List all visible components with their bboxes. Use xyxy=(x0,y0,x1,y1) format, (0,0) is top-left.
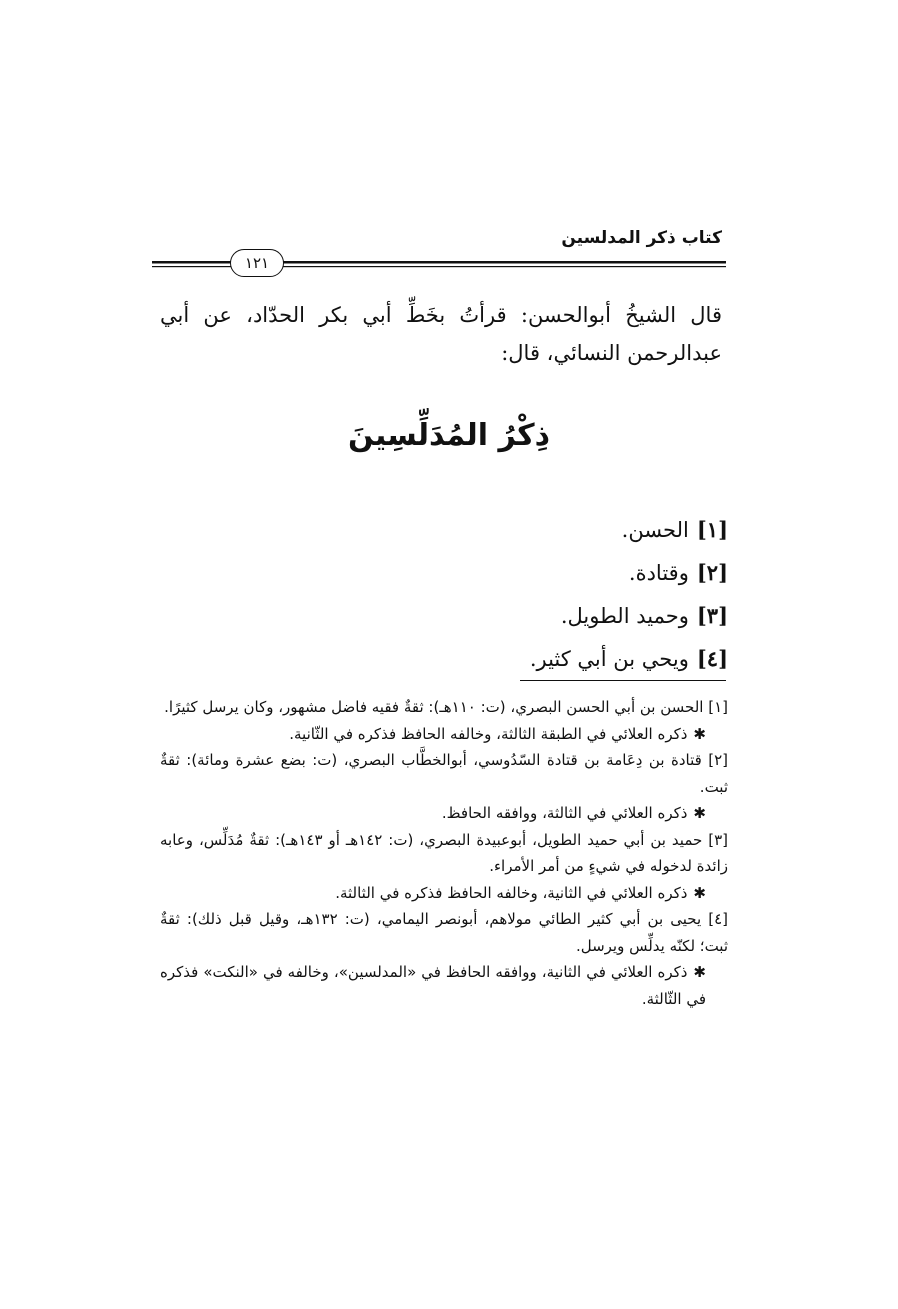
footnote-note-text: ذكره العلائي في الطبقة الثالثة، وخالفه الحافظ فذكره في الثّانية. xyxy=(289,724,688,743)
narrator-name: الحسن. xyxy=(621,518,689,542)
footnote-text: [٢] قتادة بن دِعَامة بن قتادة السّدُوسي، أبوالخطَّاب البصري، (ت: بضع عشرة ومائة): ثقةٌ ثبت. xyxy=(160,751,728,796)
footnote-text: [٣] حميد بن أبي حميد الطويل، أبوعبيدة البصري، (ت: ١٤٢هـ أو ١٤٣هـ): ثقةٌ مُدَلِّس، وعابه زائدة لدخوله في شيءٍ من أمر الأمراء. xyxy=(160,830,728,875)
narrator-name: ويحي بن أبي كثير. xyxy=(529,647,689,671)
narrator-name: وحميد الطويل. xyxy=(560,604,689,628)
asterisk-icon: ✱ xyxy=(693,804,706,822)
footnote-entry xyxy=(160,747,728,800)
footnote-entry xyxy=(160,694,728,721)
footnote-note xyxy=(160,880,728,907)
page-number: ١٢١ xyxy=(230,249,284,277)
footnote-note-text: ذكره العلائي في الثالثة، ووافقه الحافظ. xyxy=(441,804,688,822)
narrator-number: [٣] xyxy=(696,603,728,628)
footnote-entry xyxy=(160,906,728,959)
footnote-note-text: ذكره العلائي في الثانية، ووافقه الحافظ في «المدلسين»، وخالفه في «النكت» فذكره في الثّالثة. xyxy=(160,963,706,1008)
footnote-note-text: ذكره العلائي في الثانية، وخالفه الحافظ فذكره في الثالثة. xyxy=(335,883,688,902)
narrator-number: [٢] xyxy=(696,560,728,585)
footnote-note xyxy=(160,959,728,1012)
intro-paragraph: قال الشيخُ أبوالحسن: قرأتُ بخَطِّ أبي بكر الحدّاد، عن أبي عبدالرحمن النسائي، قال: xyxy=(160,303,722,365)
footnote-text: [١] الحسن بن أبي الحسن البصري، (ت: ١١٠هـ): ثقةٌ فقيه فاضل مشهور، وكان يرسل كثيرًا. xyxy=(164,698,728,716)
footnote-separator xyxy=(520,680,726,681)
narrator-item xyxy=(530,637,728,680)
narrator-item xyxy=(530,551,728,594)
footnotes xyxy=(160,694,728,1012)
footnote-note xyxy=(160,800,728,827)
narrator-number: [١] xyxy=(696,517,728,542)
asterisk-icon: ✱ xyxy=(693,963,706,981)
footnote-note xyxy=(160,721,728,748)
footnote-text: [٤] يحيى بن أبي كثير الطائي مولاهم، أبونصر اليمامي، (ت: ١٣٢هـ، وقيل قبل ذلك): ثقةٌ ثبت؛ لكنّه يدلِّس ويرسل. xyxy=(160,910,728,955)
running-title: كتاب ذكر المدلسين xyxy=(561,228,722,248)
asterisk-icon: ✱ xyxy=(693,883,706,902)
narrator-name: وقتادة. xyxy=(628,561,689,585)
footnote-entry xyxy=(160,827,728,880)
section-heading: ذِكْرُ المُدَلِّسِينَ xyxy=(348,418,550,453)
narrator-item xyxy=(530,594,728,637)
narrator-number: [٤] xyxy=(696,646,728,671)
narrator-item xyxy=(530,508,728,551)
asterisk-icon: ✱ xyxy=(693,724,706,743)
narrator-list xyxy=(530,508,728,680)
